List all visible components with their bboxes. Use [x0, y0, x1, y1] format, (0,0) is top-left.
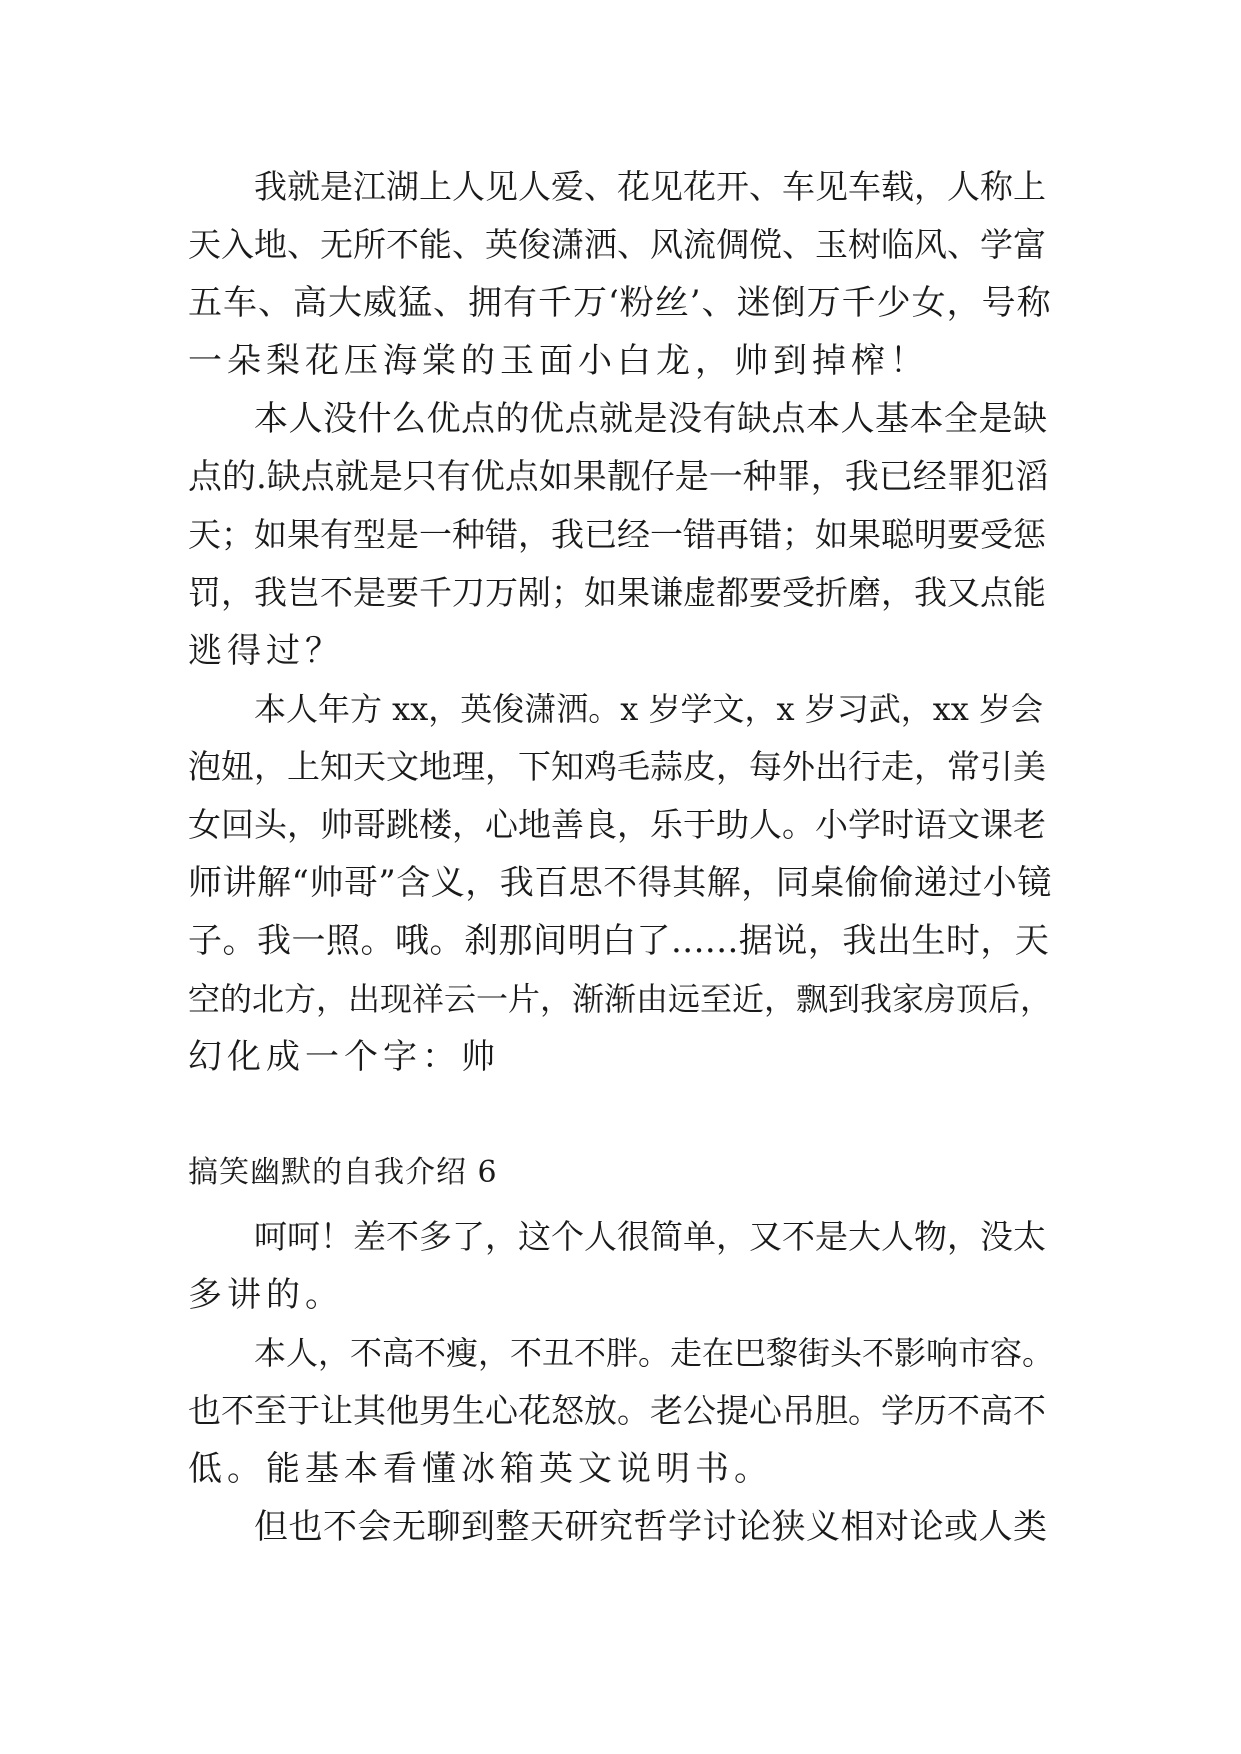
text-line: 本人年方 xx，英俊潇洒。x 岁学文，x 岁习武，xx 岁会 — [254, 690, 1043, 728]
text-line: 多讲的。 — [188, 1275, 344, 1315]
text-line: 本人没什么优点的优点就是没有缺点本人基本全是缺 — [254, 399, 1048, 439]
text-line: 天；如果有型是一种错，我已经一错再错；如果聪明要受惩 — [188, 515, 1046, 554]
text-line: 但也不会无聊到整天研究哲学讨论狭义相对论或人类 — [254, 1507, 1048, 1547]
text-line: 本人，不高不瘦，不丑不胖。走在巴黎街头不影响市容。 — [254, 1334, 1055, 1372]
text-line: 也不至于让其他男生心花怒放。老公提心吊胆。学历不高不 — [188, 1391, 1046, 1430]
paragraph-1 — [188, 158, 1058, 390]
text-line: 逃得过？ — [188, 631, 344, 671]
text-line: 女回头，帅哥跳楼，心地善良，乐于助人。小学时语文课老 — [188, 805, 1046, 844]
text-line: 空的北方，出现祥云一片，渐渐由远至近，飘到我家房顶后， — [188, 980, 1053, 1018]
text-line: 我就是江湖上人见人爱、花见花开、车见车载，人称上 — [254, 167, 1046, 206]
text-line: 罚，我岂不是要千刀万剐；如果谦虚都要受折磨，我又点能 — [188, 573, 1046, 612]
text-line: 子。我一照。哦。刹那间明白了......据说，我出生时，天 — [188, 921, 1050, 961]
section-paragraph-1 — [188, 1208, 1058, 1324]
paragraph-2 — [188, 390, 1058, 680]
section-heading: 搞笑幽默的自我介绍 6 — [188, 1155, 498, 1190]
text-line: 师讲解“帅哥”含义，我百思不得其解，同桌偷偷递过小镜 — [188, 863, 1052, 903]
text-line: 呵呵！差不多了，这个人很简单，又不是大人物，没太 — [254, 1217, 1046, 1256]
text-line: 天入地、无所不能、英俊潇洒、风流倜傥、玉树临风、学富 — [188, 225, 1046, 264]
section-paragraph-3 — [188, 1498, 1058, 1556]
text-line: 幻化成一个字：帅 — [188, 1037, 500, 1077]
text-line: 一朵梨花压海棠的玉面小白龙，帅到掉榨！ — [188, 341, 929, 381]
paragraph-3 — [188, 680, 1058, 1086]
text-line: 点的.缺点就是只有优点如果靓仔是一种罪，我已经罪犯滔 — [188, 457, 1049, 497]
text-line: 低。能基本看懂冰箱英文说明书。 — [188, 1449, 773, 1489]
section-paragraph-2 — [188, 1324, 1058, 1498]
text-line: 五车、高大威猛、拥有千万‘粉丝’、迷倒万千少女，号称 — [188, 283, 1052, 323]
text-line: 泡妞，上知天文地理，下知鸡毛蒜皮，每外出行走，常引美 — [188, 747, 1046, 786]
